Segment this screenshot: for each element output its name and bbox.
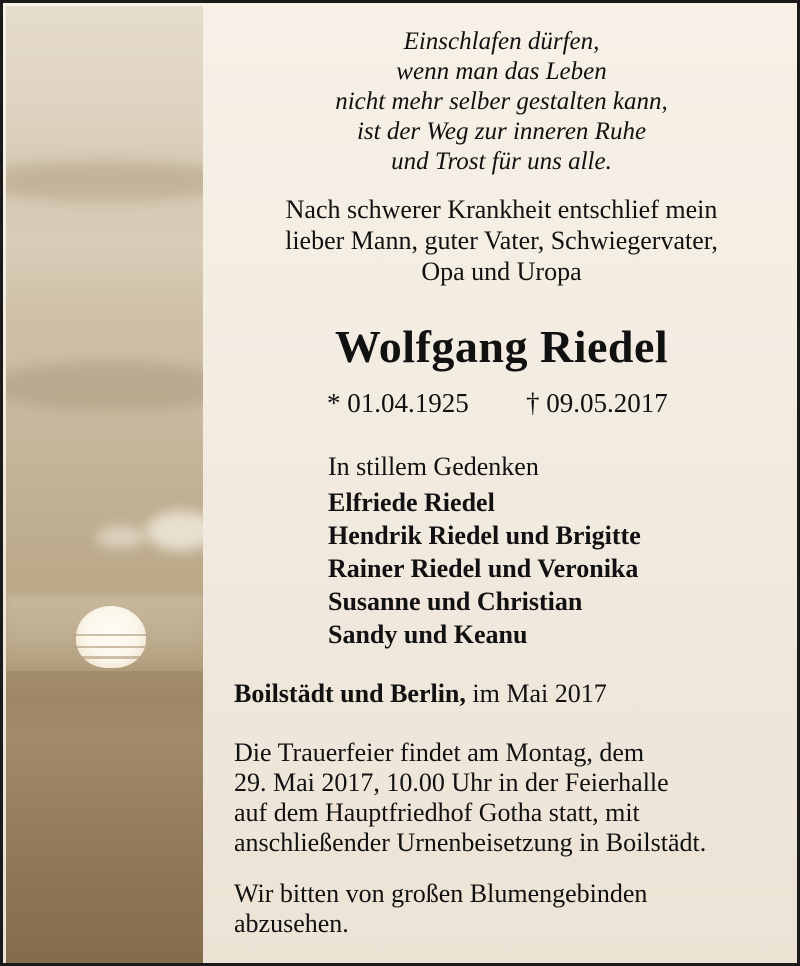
- announcement-line: lieber Mann, guter Vater, Schwiegervater,: [285, 226, 718, 255]
- cloud-puff: [146, 511, 203, 551]
- place-name: Boilstädt und Berlin,: [234, 679, 466, 708]
- poem: [203, 27, 800, 177]
- death-announcement: [203, 194, 800, 287]
- sun-cloud-stripe: [72, 634, 150, 636]
- mourner-name: Rainer Riedel und Veronika: [328, 554, 639, 583]
- mourner-name: Elfriede Riedel: [328, 488, 495, 517]
- poem-line: wenn man das Leben: [396, 58, 607, 85]
- mourners-list: [328, 486, 641, 651]
- poem-line: nicht mehr selber gestalten kann,: [335, 88, 668, 115]
- birth-date: * 01.04.1925: [327, 388, 469, 418]
- poem-line: Einschlafen dürfen,: [403, 28, 600, 55]
- mourner-name: Sandy und Keanu: [328, 620, 528, 649]
- mourner-name: Susanne und Christian: [328, 587, 583, 616]
- death-date: † 09.05.2017: [526, 388, 668, 418]
- flower-request: [234, 879, 647, 939]
- sun-cloud-stripe: [72, 656, 150, 659]
- poem-line: ist der Weg zur inneren Ruhe: [356, 118, 647, 145]
- sea-surface: [6, 671, 203, 966]
- ceremony-line: anschließender Urnenbeisetzung in Boilstädt.: [234, 828, 707, 857]
- sunset-photo: [6, 6, 203, 966]
- ceremony-line: auf dem Hauptfriedhof Gotha statt, mit: [234, 798, 640, 827]
- announcement-line: Nach schwerer Krankheit entschlief mein: [285, 195, 718, 224]
- notice-date: im Mai 2017: [465, 679, 607, 708]
- notice-text: [203, 3, 800, 966]
- place-and-date: [234, 677, 607, 711]
- sun-cloud-stripe: [72, 646, 150, 648]
- cloud-band: [6, 361, 203, 411]
- request-line: abzusehen.: [234, 909, 349, 938]
- ceremony-line: Die Trauerfeier findet am Montag, dem: [234, 738, 645, 767]
- announcement-line: Opa und Uropa: [421, 257, 582, 286]
- request-line: Wir bitten von großen Blumengebinden: [234, 879, 648, 908]
- cloud-puff: [96, 526, 146, 548]
- poem-line: und Trost für uns alle.: [391, 148, 612, 175]
- mourner-name: Hendrik Riedel und Brigitte: [328, 521, 641, 550]
- cloud-band: [6, 161, 203, 201]
- remembrance-label: In stillem Gedenken: [328, 452, 539, 481]
- funeral-ceremony-info: [234, 738, 706, 858]
- deceased-name: Wolfgang Riedel: [334, 321, 669, 372]
- ceremony-line: 29. Mai 2017, 10.00 Uhr in der Feierhalle: [234, 768, 669, 797]
